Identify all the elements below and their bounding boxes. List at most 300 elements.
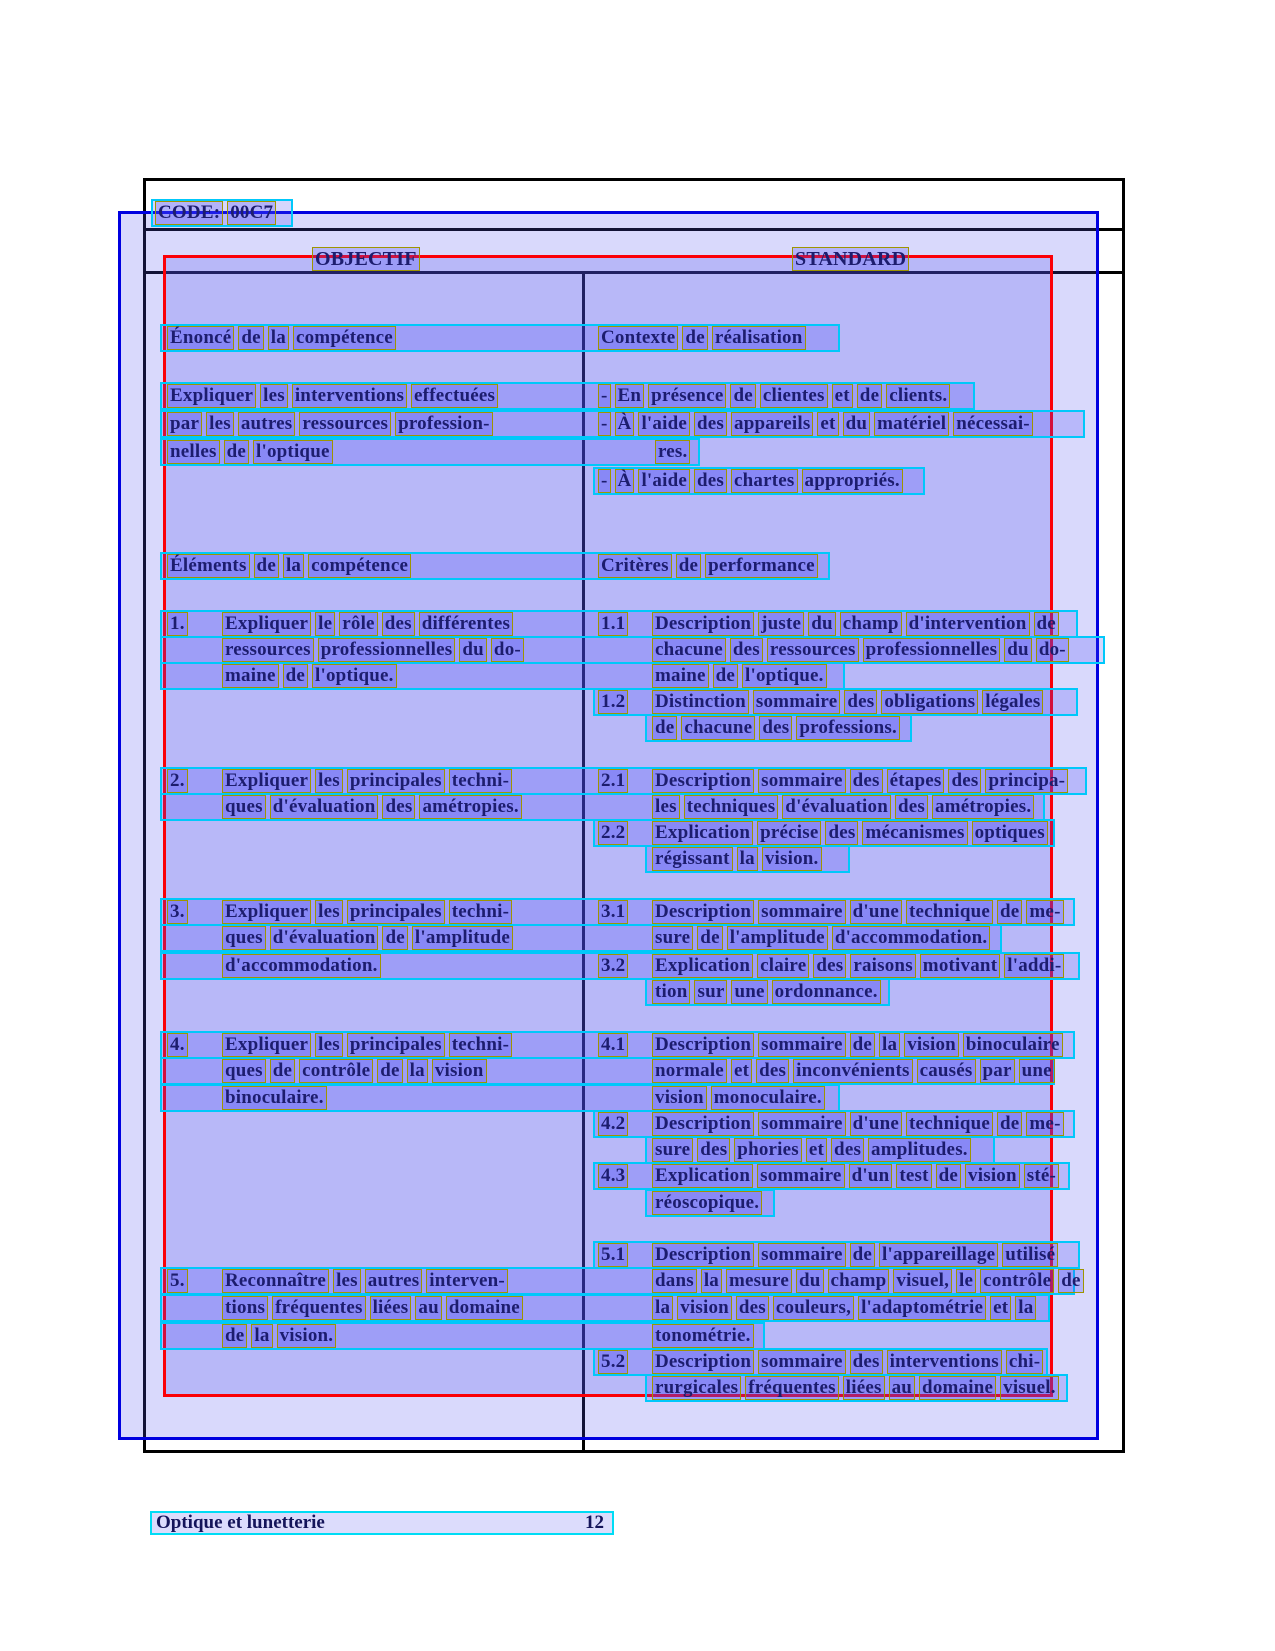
word-box: vision. [277, 1324, 337, 1348]
word-box: 2.1 [598, 769, 628, 793]
text-line [652, 1189, 766, 1217]
word-box: do- [1036, 638, 1069, 662]
word-box: professionnelles [863, 638, 1001, 662]
word-box: des [850, 769, 883, 793]
word-box: 2.2 [598, 821, 628, 845]
word-box: du [808, 612, 836, 636]
word-box: des [825, 821, 858, 845]
word-box: Distinction [652, 690, 749, 714]
word-box: 5.2 [598, 1350, 628, 1374]
text-line [222, 952, 385, 980]
word-box: STANDARD [792, 247, 909, 271]
word-box: profession- [395, 412, 493, 436]
word-box: précise [757, 821, 821, 845]
word-box: et [990, 1296, 1011, 1320]
word-box: sommaire [758, 1033, 845, 1057]
word-box: visuel, [893, 1269, 952, 1293]
text-line [652, 1136, 975, 1164]
word-box: sommaire [758, 1243, 845, 1267]
word-box: l'optique [253, 440, 333, 464]
word-box: interven- [426, 1269, 508, 1293]
column-header-objectif [312, 245, 424, 273]
word-box: une [731, 980, 767, 1004]
word-box: de [224, 440, 249, 464]
word-box: l'addi- [1004, 954, 1064, 978]
word-box: d'une [850, 900, 902, 924]
word-box: les [315, 1033, 343, 1057]
word-box: les [315, 900, 343, 924]
word-box: Critères [598, 554, 672, 578]
word-box: normale [652, 1059, 727, 1083]
word-box: d'une [850, 1112, 902, 1136]
word-box: de [238, 326, 263, 350]
word-box: des [844, 690, 877, 714]
word-box: binoculaire. [222, 1086, 327, 1110]
text-line [167, 438, 337, 466]
word-box: 1. [167, 612, 188, 636]
word-box: raisons [850, 954, 915, 978]
word-box: chacune [681, 716, 755, 740]
word-box: effectuées [411, 384, 498, 408]
text-line [652, 662, 831, 690]
text-line [222, 767, 516, 795]
word-box: de [377, 1059, 402, 1083]
word-box: de [850, 1243, 875, 1267]
word-box: de [382, 926, 407, 950]
word-box: 4. [167, 1033, 188, 1057]
word-box: de [713, 664, 738, 688]
text-line [222, 1322, 340, 1350]
word-box: dans [652, 1269, 697, 1293]
word-box: vision [904, 1033, 959, 1057]
word-box: des [756, 1059, 789, 1083]
word-box: En [615, 384, 645, 408]
word-box: clientes [760, 384, 828, 408]
word-box: l'aide [638, 469, 690, 493]
word-box: Description [652, 1243, 754, 1267]
word-box: d'un [849, 1164, 893, 1188]
word-box: autres [238, 412, 296, 436]
text-line [167, 610, 192, 638]
footer-title: Optique et lunetterie [156, 1512, 325, 1533]
word-box: 5.1 [598, 1243, 628, 1267]
text-line [652, 767, 1072, 795]
word-box: Expliquer [222, 1033, 311, 1057]
word-box: vision. [762, 847, 822, 871]
word-box: juste [758, 612, 804, 636]
word-box: causés [917, 1059, 976, 1083]
word-box: sure [652, 1138, 693, 1162]
word-box: - [598, 469, 611, 493]
word-box: sommaire [758, 1350, 845, 1374]
word-box: des [759, 716, 792, 740]
word-box: de [936, 1164, 961, 1188]
word-box: de [652, 716, 677, 740]
text-line [222, 1031, 516, 1059]
word-box: amétropies. [419, 795, 521, 819]
word-box: l'amplitude [412, 926, 513, 950]
word-box: Expliquer [167, 384, 256, 408]
text-line [652, 688, 1047, 716]
text-line [598, 898, 632, 926]
text-line [652, 1348, 1047, 1376]
heading-contexte [598, 324, 810, 352]
heading-enonce [167, 324, 400, 352]
word-box: de [1034, 612, 1059, 636]
word-box: inconvénients [793, 1059, 912, 1083]
word-box: la [251, 1324, 272, 1348]
text-line [652, 1241, 1062, 1269]
text-line [598, 1348, 632, 1376]
word-box: l'adaptométrie [858, 1296, 986, 1320]
word-box: l'amplitude [727, 926, 828, 950]
word-box: compétence [308, 554, 411, 578]
word-box: compétence [293, 326, 396, 350]
word-box: contrôle [980, 1269, 1054, 1293]
word-box: appropriés. [802, 469, 903, 493]
word-box: le [315, 612, 335, 636]
word-box: ressources [299, 412, 391, 436]
word-box: l'optique. [742, 664, 827, 688]
word-box: 5. [167, 1269, 188, 1293]
word-box: ques [222, 795, 266, 819]
word-box: d'intervention [906, 612, 1030, 636]
word-box: techni- [449, 769, 512, 793]
text-line [652, 1162, 1063, 1190]
text-line [598, 1241, 632, 1269]
text-line [652, 1374, 1063, 1402]
footer-page-number: 12 [585, 1512, 604, 1533]
word-box: Contexte [598, 326, 678, 350]
word-box: amplitudes. [868, 1138, 971, 1162]
word-box: de [283, 664, 308, 688]
text-line [598, 467, 907, 495]
word-box: phories [734, 1138, 802, 1162]
word-box: principales [347, 900, 445, 924]
word-box: mécanismes [862, 821, 967, 845]
word-box: chi- [1006, 1350, 1043, 1374]
word-box: clients. [886, 384, 950, 408]
word-box: la [737, 847, 758, 871]
word-box: 4.2 [598, 1112, 628, 1136]
word-box: de [730, 384, 755, 408]
word-box: do- [491, 638, 524, 662]
word-box: nécessai- [953, 412, 1033, 436]
word-box: principales [347, 1033, 445, 1057]
word-box: du [1004, 638, 1032, 662]
word-box: Expliquer [222, 900, 311, 924]
word-box: Description [652, 612, 754, 636]
word-box: 2. [167, 769, 188, 793]
word-box: et [817, 412, 838, 436]
word-box: la [701, 1269, 722, 1293]
text-line [652, 952, 1068, 980]
word-box: Énoncé [167, 326, 234, 350]
text-line [598, 688, 632, 716]
word-box: des [382, 612, 415, 636]
word-box: CODE: [155, 201, 223, 225]
word-box: et [832, 384, 853, 408]
word-box: présence [648, 384, 726, 408]
word-box: ordonnance. [772, 980, 881, 1004]
word-box: de [254, 554, 279, 578]
text-line [222, 1084, 331, 1112]
word-box: sommaire [758, 1112, 845, 1136]
text-line [222, 793, 526, 821]
text-line [652, 610, 1063, 638]
word-box: champ [828, 1269, 890, 1293]
word-box: Description [652, 1112, 754, 1136]
word-box: maine [652, 664, 709, 688]
word-box: ressources [222, 638, 314, 662]
text-line [222, 1267, 512, 1295]
word-box: contrôle [299, 1059, 373, 1083]
word-box: autres [365, 1269, 423, 1293]
code-label [155, 199, 280, 227]
word-box: professions. [796, 716, 900, 740]
word-box: au [415, 1296, 441, 1320]
word-box: des [948, 769, 981, 793]
word-box: sommaire [758, 900, 845, 924]
word-box: ques [222, 1059, 266, 1083]
text-line [222, 610, 517, 638]
word-box: sur [694, 980, 727, 1004]
word-box: 3.2 [598, 954, 628, 978]
word-box: tions [222, 1296, 268, 1320]
word-box: optiques [972, 821, 1048, 845]
word-box: la [652, 1296, 673, 1320]
word-box: professionnelles [318, 638, 456, 662]
word-box: couleurs, [773, 1296, 854, 1320]
word-box: Description [652, 769, 754, 793]
word-box: des [895, 795, 928, 819]
word-box: de [697, 926, 722, 950]
word-box: de [270, 1059, 295, 1083]
word-box: des [382, 795, 415, 819]
text-line [652, 636, 1073, 664]
word-box: du [459, 638, 487, 662]
word-box: ques [222, 926, 266, 950]
heading-criteres [598, 552, 822, 580]
word-box: au [889, 1376, 915, 1400]
word-box: de [857, 384, 882, 408]
word-box: tion [652, 980, 690, 1004]
word-box: binoculaire [963, 1033, 1063, 1057]
word-box: technique [906, 1112, 993, 1136]
word-box: 3. [167, 900, 188, 924]
word-box: amétropies. [932, 795, 1034, 819]
word-box: vision [677, 1296, 732, 1320]
word-box: utilisé [1002, 1243, 1058, 1267]
word-box: 4.3 [598, 1164, 628, 1188]
word-box: interventions [292, 384, 407, 408]
word-box: technique [906, 900, 993, 924]
word-box: d'évaluation [782, 795, 891, 819]
word-box: techni- [449, 900, 512, 924]
word-box: sommaire [753, 690, 840, 714]
word-box: une [1019, 1059, 1055, 1083]
word-box: motivant [920, 954, 1000, 978]
word-box: du [843, 412, 871, 436]
word-box: me- [1026, 900, 1063, 924]
word-box: maine [222, 664, 279, 688]
word-box: Description [652, 1350, 754, 1374]
word-box: ressources [767, 638, 859, 662]
word-box: visuel. [1000, 1376, 1059, 1400]
text-line [598, 1031, 632, 1059]
text-line [652, 1084, 829, 1112]
word-box: Éléments [167, 554, 250, 578]
word-box: et [806, 1138, 827, 1162]
text-line [598, 819, 632, 847]
word-box: domaine [919, 1376, 996, 1400]
word-box: réalisation [712, 326, 806, 350]
word-box: rurgicales [652, 1376, 741, 1400]
word-box: chartes [731, 469, 798, 493]
word-box: la [1015, 1296, 1036, 1320]
word-box: le [956, 1269, 976, 1293]
word-box: 00C7 [227, 201, 276, 225]
word-box: des [697, 1138, 730, 1162]
word-box: et [731, 1059, 752, 1083]
word-box: de [1058, 1269, 1083, 1293]
word-box: 1.2 [598, 690, 628, 714]
word-box: principales [347, 769, 445, 793]
word-box: me- [1026, 1112, 1063, 1136]
text-line [167, 767, 192, 795]
text-line [652, 714, 904, 742]
word-box: mesure [726, 1269, 792, 1293]
text-line [652, 1322, 758, 1350]
text-line [652, 978, 885, 1006]
text-line [598, 382, 954, 410]
text-line [222, 662, 401, 690]
word-box: vision [965, 1164, 1020, 1188]
word-box: du [796, 1269, 824, 1293]
word-box: Explication [652, 954, 753, 978]
text-line [598, 610, 632, 638]
word-box: Explication [652, 1164, 753, 1188]
word-box: les [333, 1269, 361, 1293]
text-line [652, 1267, 1088, 1295]
text-line [598, 952, 632, 980]
word-box: des [831, 1138, 864, 1162]
word-box: la [879, 1033, 900, 1057]
text-line [652, 819, 1052, 847]
word-box: de [997, 900, 1022, 924]
word-box: 4.1 [598, 1033, 628, 1057]
word-box: rôle [339, 612, 377, 636]
word-box: sure [652, 926, 693, 950]
column-header-standard [792, 245, 913, 273]
word-box: 3.1 [598, 900, 628, 924]
word-box: des [813, 954, 846, 978]
word-box: performance [705, 554, 818, 578]
word-box: À [615, 412, 635, 436]
text-line [652, 845, 826, 873]
word-box: l'appareillage [879, 1243, 998, 1267]
text-line [167, 1267, 192, 1295]
text-line [167, 1031, 192, 1059]
word-box: test [896, 1164, 931, 1188]
text-line [222, 636, 528, 664]
text-line [222, 898, 516, 926]
word-box: sommaire [757, 1164, 844, 1188]
footer-bar [150, 1511, 614, 1535]
word-box: Description [652, 900, 754, 924]
word-box: l'aide [638, 412, 690, 436]
word-box: Expliquer [222, 612, 311, 636]
word-box: sté- [1024, 1164, 1059, 1188]
word-box: réoscopique. [652, 1191, 762, 1215]
word-box: nelles [167, 440, 220, 464]
text-line [167, 382, 502, 410]
word-box: d'accommodation. [222, 954, 381, 978]
word-box: vision [652, 1086, 707, 1110]
text-line [652, 793, 1038, 821]
word-box: interventions [887, 1350, 1002, 1374]
text-line [598, 410, 1037, 438]
word-box: Explication [652, 821, 753, 845]
word-box: domaine [446, 1296, 523, 1320]
word-box: liées [370, 1296, 412, 1320]
word-box: les [206, 412, 234, 436]
word-box: champ [840, 612, 902, 636]
heading-elements [167, 552, 415, 580]
word-box: d'évaluation [270, 926, 379, 950]
word-box: Expliquer [222, 769, 311, 793]
text-line [652, 924, 994, 952]
word-box: des [730, 638, 763, 662]
word-box: fréquentes [745, 1376, 838, 1400]
text-line [655, 438, 694, 466]
word-box: de [850, 1033, 875, 1057]
text-line [652, 1294, 1040, 1322]
word-box: des [694, 469, 727, 493]
text-line [167, 410, 497, 438]
word-box: fréquentes [272, 1296, 365, 1320]
text-line [598, 1162, 632, 1190]
word-box: OBJECTIF [312, 247, 420, 271]
word-box: tonométrie. [652, 1324, 754, 1348]
word-box: obligations [881, 690, 978, 714]
word-box: liées [843, 1376, 885, 1400]
word-box: d'évaluation [270, 795, 379, 819]
word-box: techni- [449, 1033, 512, 1057]
text-line [222, 1294, 527, 1322]
word-box: les [315, 769, 343, 793]
word-box: de [997, 1112, 1022, 1136]
text-line [598, 1110, 632, 1138]
word-box: de [676, 554, 701, 578]
word-box: différentes [419, 612, 513, 636]
text-line [167, 898, 192, 926]
word-box: régissant [652, 847, 733, 871]
word-box: des [694, 412, 727, 436]
word-box: matériel [874, 412, 949, 436]
word-box: principa- [985, 769, 1068, 793]
word-box: À [615, 469, 635, 493]
word-box: monoculaire. [711, 1086, 825, 1110]
word-box: d'accommodation. [832, 926, 991, 950]
word-box: les [652, 795, 680, 819]
text-line [652, 898, 1068, 926]
text-line [222, 1057, 491, 1085]
word-box: - [598, 412, 611, 436]
word-box: des [850, 1350, 883, 1374]
word-box: la [283, 554, 304, 578]
word-box: chacune [652, 638, 726, 662]
